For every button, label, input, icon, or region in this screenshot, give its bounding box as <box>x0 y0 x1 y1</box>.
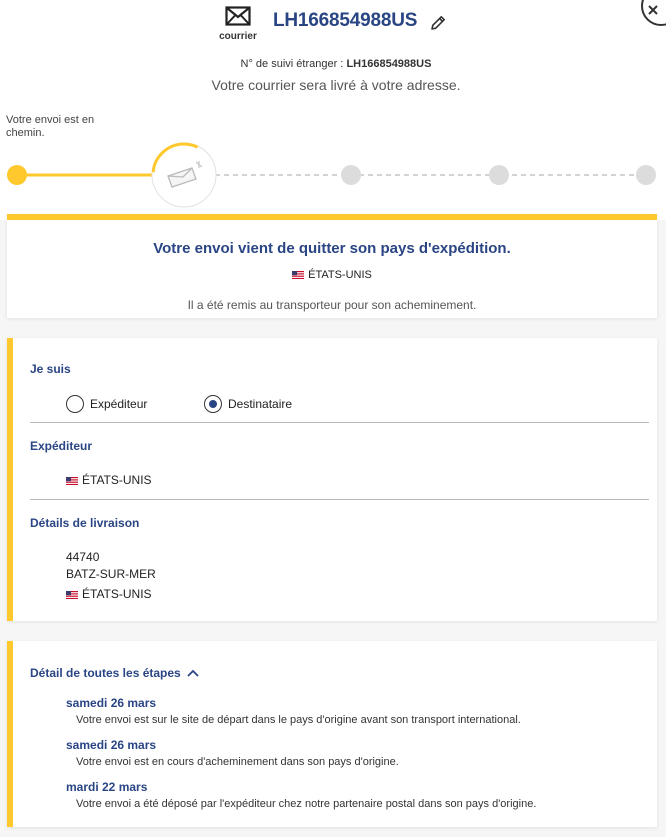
shipment-type <box>216 6 260 42</box>
chevron-up-icon <box>187 669 199 677</box>
progress-step-1 <box>7 165 27 185</box>
tracking-number: LH166854988US <box>273 10 418 31</box>
close-button[interactable] <box>641 0 666 26</box>
step-date: samedi 26 mars <box>66 696 157 710</box>
divider <box>30 499 649 500</box>
close-icon <box>643 0 666 24</box>
progress-tracker <box>0 140 666 220</box>
steps-card <box>7 641 657 827</box>
foreign-tracking-line <box>0 58 666 70</box>
step-date: samedi 26 mars <box>66 738 157 752</box>
step-description: Votre envoi est en cours d'acheminement dans son pays d'origine. <box>76 756 399 768</box>
foreign-tracking-label: N° de suivi étranger : <box>240 58 347 70</box>
expediteur-country-name: ÉTATS-UNIS <box>82 473 152 487</box>
us-flag-icon <box>292 271 304 279</box>
radio-expediteur[interactable] <box>66 395 147 413</box>
progress-step-5 <box>636 165 656 185</box>
step-description: Votre envoi est sur le site de départ dans le pays d'origine avant son transport international. <box>76 714 521 726</box>
step-description: Votre envoi a été déposé par l'expéditeur chez notre partenaire postal dans son pays d'origine. <box>76 798 537 810</box>
delivery-country <box>66 587 152 601</box>
je-suis-title: Je suis <box>30 362 71 376</box>
steps-title-label: Détail de toutes les étapes <box>30 666 181 680</box>
pencil-icon[interactable] <box>429 14 447 32</box>
expediteur-country <box>66 473 152 487</box>
progress-step-4 <box>489 165 509 185</box>
expediteur-title: Expéditeur <box>30 439 93 453</box>
radio-destinataire[interactable] <box>204 395 292 413</box>
shipment-type-label: courrier <box>219 31 257 42</box>
mail-icon <box>225 6 251 26</box>
status-card <box>7 214 657 318</box>
tracking-header <box>0 0 666 220</box>
status-country-name: ÉTATS-UNIS <box>308 269 372 281</box>
status-headline: Votre envoi vient de quitter son pays d'expédition. <box>153 240 511 257</box>
us-flag-icon <box>66 477 78 485</box>
steps-toggle[interactable] <box>30 666 199 680</box>
delivery-country-name: ÉTATS-UNIS <box>82 587 152 601</box>
radio-destinataire-label: Destinataire <box>228 397 293 411</box>
delivery-postal-code: 44740 <box>66 550 100 564</box>
progress-status-label: Votre envoi est en chemin. <box>6 114 95 139</box>
delivery-details-title: Détails de livraison <box>30 516 140 530</box>
delivery-message: Votre courrier sera livré à votre adresse. <box>211 77 461 93</box>
radio-expediteur-circle[interactable] <box>66 395 84 413</box>
info-card <box>7 338 657 621</box>
radio-destinataire-circle[interactable] <box>204 395 222 413</box>
divider <box>30 422 649 423</box>
radio-expediteur-label: Expéditeur <box>90 397 148 411</box>
step-date: mardi 22 mars <box>66 780 148 794</box>
progress-step-3 <box>341 165 361 185</box>
delivery-city: BATZ-SUR-MER <box>66 567 156 581</box>
foreign-tracking-number: LH166854988US <box>346 58 432 70</box>
status-detail: Il a été remis au transporteur pour son acheminement. <box>187 298 477 312</box>
status-country <box>7 269 657 281</box>
us-flag-icon <box>66 591 78 599</box>
